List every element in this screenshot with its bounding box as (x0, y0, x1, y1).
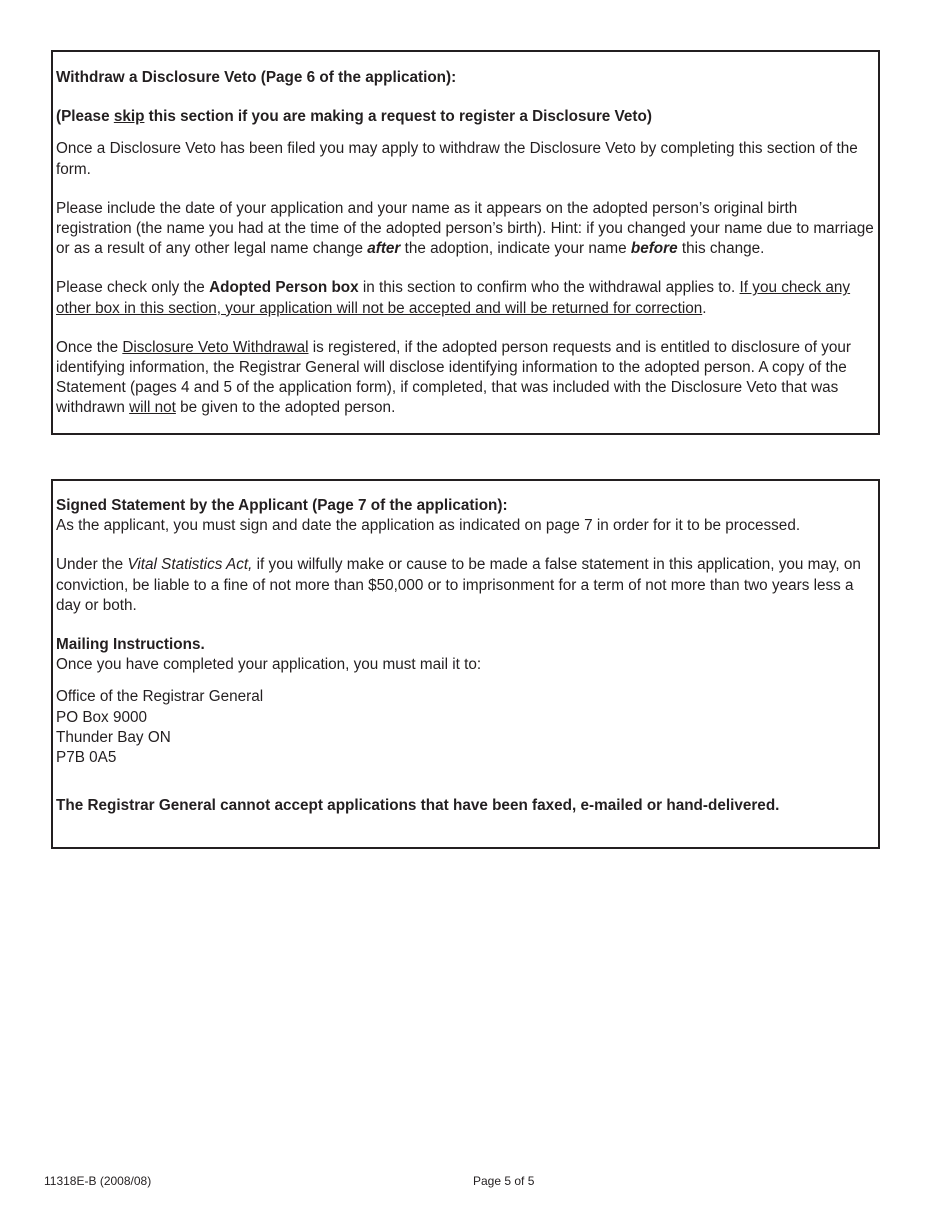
mailing-intro: Once you have completed your application, you must mail it to: (56, 656, 482, 674)
withdraw-paragraph-2: Please include the date of your application and your name as it appears on the adopted person’s original birth registration (the name you had at the time of the adopted person’s birth). Hint: if you changed your name due to marriage or as a result of any other legal name change after the adoption, indicate your name before this change. (56, 199, 874, 258)
withdraw-veto-section (51, 50, 880, 435)
page-number: Page 5 of 5 (473, 1174, 535, 1188)
mailing-address (56, 687, 875, 768)
address-line: P7B 0A5 (56, 749, 117, 767)
signed-heading: Signed Statement by the Applicant (Page 7 of the application): (56, 497, 508, 514)
withdraw-paragraph-1: Once a Disclosure Veto has been filed you may apply to withdraw the Disclosure Veto by completing this section of the form. (56, 140, 858, 178)
withdraw-paragraph-3: Please check only the Adopted Person box in this section to confirm who the withdrawal applies to. If you check any other box in this section, your application will not be accepted and will be returned for correction. (56, 279, 851, 317)
address-line: Thunder Bay ON (56, 728, 171, 746)
signed-paragraph-2: Under the Vital Statistics Act, if you wilfully make or cause to be made a false statement in this application, you may, on conviction, be liable to a fine of not more than $50,000 or to imprisonment for a term of not more than two years less a day or both. (56, 556, 861, 614)
form-code: 11318E-B (2008/08) (44, 1174, 152, 1188)
signed-statement-section (51, 479, 880, 849)
address-line: Office of the Registrar General (56, 688, 264, 706)
address-line: PO Box 9000 (56, 708, 147, 726)
withdraw-heading: Withdraw a Disclosure Veto (Page 6 of the application): (56, 69, 457, 86)
withdraw-paragraph-4: Once the Disclosure Veto Withdrawal is registered, if the adopted person requests and is entitled to disclosure of your identifying information, the Registrar General will disclose identifying information to the adopted person. A copy of the Statement (pages 4 and 5 of the application form), if completed, that was included with the Disclosure Veto that was withdrawn will not be given to the adopted person. (56, 338, 852, 417)
delivery-notice: The Registrar General cannot accept applications that have been faxed, e-mailed or hand-delivered. (56, 797, 780, 815)
skip-note: (Please skip this section if you are making a request to register a Disclosure Veto) (56, 108, 652, 126)
mailing-heading: Mailing Instructions. (56, 636, 205, 654)
signed-paragraph-1: As the applicant, you must sign and date the application as indicated on page 7 in order for it to be processed. (56, 517, 801, 535)
